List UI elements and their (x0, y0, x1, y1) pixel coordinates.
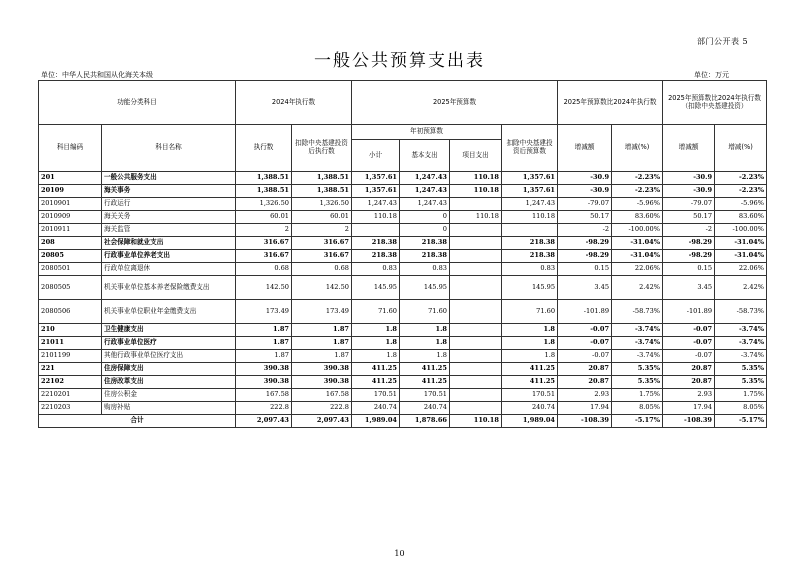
cell-diff2: 20.87 (663, 376, 715, 389)
cell-pct: -3.74% (612, 350, 663, 363)
table-row (39, 376, 767, 389)
cell-exec-ex: 1,388.51 (292, 185, 352, 198)
cell-exec: 142.50 (236, 276, 292, 300)
cell-diff: -0.07 (558, 337, 612, 350)
cell-exec-ex: 390.38 (292, 376, 352, 389)
cell-diff2: 3.45 (663, 276, 715, 300)
cell-diff2: 0.15 (663, 263, 715, 276)
header-pct2: 增减(%) (715, 125, 767, 172)
cell-code: 20109 (39, 185, 102, 198)
cell-code: 2080501 (39, 263, 102, 276)
cell-pct2: 5.35% (715, 363, 767, 376)
cell-exec: 316.67 (236, 237, 292, 250)
cell-pct: -5.96% (612, 198, 663, 211)
header-pct: 增减(%) (612, 125, 663, 172)
unit-right: 单位：万元 (694, 71, 729, 79)
cell-name: 住房公积金 (102, 389, 236, 402)
cell-basic: 411.25 (400, 363, 450, 376)
cell-diff: -2 (558, 224, 612, 237)
cell-pct2: 5.35% (715, 376, 767, 389)
cell-pct: 22.06% (612, 263, 663, 276)
header-name: 科目名称 (102, 125, 236, 172)
cell-pct: -31.04% (612, 237, 663, 250)
cell-pct2: -2.23% (715, 185, 767, 198)
header-project: 项目支出 (450, 140, 502, 172)
cell-basic: 0 (400, 224, 450, 237)
cell-code: 20805 (39, 250, 102, 263)
cell-subtotal: 1.8 (352, 337, 400, 350)
cell-basic: 218.38 (400, 237, 450, 250)
cell-project (450, 224, 502, 237)
cell-project (450, 350, 502, 363)
cell-name: 社会保障和就业支出 (102, 237, 236, 250)
cell-name: 机关事业单位基本养老保险缴费支出 (102, 276, 236, 300)
cell-name: 住房保障支出 (102, 363, 236, 376)
table-row (39, 337, 767, 350)
cell-code: 2080505 (39, 276, 102, 300)
cell-diff2: -0.07 (663, 337, 715, 350)
cell-diff2: -0.07 (663, 350, 715, 363)
cell-budget-ex: 1,357.61 (502, 185, 558, 198)
cell-code: 22102 (39, 376, 102, 389)
header-cmp-ex: 2025年预算数比2024年执行数（扣除中央基建投资） (663, 81, 767, 125)
cell-subtotal: 1.8 (352, 324, 400, 337)
cell-exec: 1,388.51 (236, 172, 292, 185)
cell-diff: -0.07 (558, 324, 612, 337)
table-row (39, 402, 767, 415)
cell-code: 2080506 (39, 300, 102, 324)
cell-exec-ex: 0.68 (292, 263, 352, 276)
cell-budget-ex: 170.51 (502, 389, 558, 402)
cell-pct2: -31.04% (715, 237, 767, 250)
cell-basic: 218.38 (400, 250, 450, 263)
cell-diff2: -101.89 (663, 300, 715, 324)
cell-code: 2101199 (39, 350, 102, 363)
cell-pct2: 2.42% (715, 276, 767, 300)
cell-budget-ex: 218.38 (502, 250, 558, 263)
cell-subtotal: 145.95 (352, 276, 400, 300)
cell-project: 110.18 (450, 185, 502, 198)
cell-name: 行政事业单位医疗 (102, 337, 236, 350)
cell-diff2: -0.07 (663, 324, 715, 337)
cell-diff: 0.15 (558, 263, 612, 276)
total-basic: 1,878.66 (400, 415, 450, 428)
cell-project (450, 237, 502, 250)
cell-code: 2010911 (39, 224, 102, 237)
cell-code: 2010901 (39, 198, 102, 211)
cell-project (450, 402, 502, 415)
total-exec-ex: 2,097.43 (292, 415, 352, 428)
cell-project (450, 198, 502, 211)
table-row (39, 300, 767, 324)
cell-name: 行政运行 (102, 198, 236, 211)
cell-basic: 71.60 (400, 300, 450, 324)
header-code: 科目编码 (39, 125, 102, 172)
cell-subtotal: 411.25 (352, 376, 400, 389)
cell-diff: 3.45 (558, 276, 612, 300)
cell-diff: -98.29 (558, 250, 612, 263)
cell-subtotal: 0.83 (352, 263, 400, 276)
cell-diff: 50.17 (558, 211, 612, 224)
cell-budget-ex: 110.18 (502, 211, 558, 224)
cell-exec-ex: 167.58 (292, 389, 352, 402)
table-row (39, 276, 767, 300)
table-row (39, 263, 767, 276)
cell-exec: 1.87 (236, 350, 292, 363)
cell-diff: -30.9 (558, 185, 612, 198)
cell-subtotal: 240.74 (352, 402, 400, 415)
cell-exec-ex: 1.87 (292, 337, 352, 350)
cell-name: 海关监管 (102, 224, 236, 237)
cell-exec-ex: 1,326.50 (292, 198, 352, 211)
header-budget-2025: 2025年预算数 (352, 81, 558, 125)
cell-project (450, 250, 502, 263)
total-pct2: -5.17% (715, 415, 767, 428)
cell-project (450, 324, 502, 337)
cell-diff2: 2.93 (663, 389, 715, 402)
cell-pct: -2.23% (612, 172, 663, 185)
cell-project (450, 276, 502, 300)
total-label: 合计 (39, 415, 236, 428)
cell-name: 机关事业单位职业年金缴费支出 (102, 300, 236, 324)
cell-exec-ex: 316.67 (292, 237, 352, 250)
total-diff: -108.39 (558, 415, 612, 428)
cell-basic: 145.95 (400, 276, 450, 300)
cell-pct2: 22.06% (715, 263, 767, 276)
cell-pct2: 8.05% (715, 402, 767, 415)
cell-exec: 1.87 (236, 324, 292, 337)
cell-basic: 1,247.43 (400, 185, 450, 198)
cell-diff2: -79.07 (663, 198, 715, 211)
cell-pct2: -3.74% (715, 324, 767, 337)
cell-exec: 0.68 (236, 263, 292, 276)
cell-budget-ex: 1,357.61 (502, 172, 558, 185)
cell-name: 海关关务 (102, 211, 236, 224)
cell-exec: 173.49 (236, 300, 292, 324)
header-diff2: 增减额 (663, 125, 715, 172)
cell-budget-ex: 240.74 (502, 402, 558, 415)
header-exec: 执行数 (236, 125, 292, 172)
cell-diff: -98.29 (558, 237, 612, 250)
cell-basic: 0.83 (400, 263, 450, 276)
cell-budget-ex: 411.25 (502, 363, 558, 376)
cell-pct2: -2.23% (715, 172, 767, 185)
table-row (39, 185, 767, 198)
cell-subtotal: 170.51 (352, 389, 400, 402)
cell-name: 海关事务 (102, 185, 236, 198)
cell-basic: 411.25 (400, 376, 450, 389)
cell-exec: 60.01 (236, 211, 292, 224)
cell-diff2: -98.29 (663, 237, 715, 250)
cell-project (450, 363, 502, 376)
cell-project: 110.18 (450, 211, 502, 224)
cell-code: 221 (39, 363, 102, 376)
cell-project (450, 376, 502, 389)
cell-exec: 316.67 (236, 250, 292, 263)
cell-basic: 1.8 (400, 350, 450, 363)
cell-exec: 167.58 (236, 389, 292, 402)
cell-basic: 0 (400, 211, 450, 224)
cell-diff2: 17.94 (663, 402, 715, 415)
cell-diff: 17.94 (558, 402, 612, 415)
header-annual-budget: 年初预算数 (352, 125, 502, 140)
cell-pct: -31.04% (612, 250, 663, 263)
cell-diff: -30.9 (558, 172, 612, 185)
cell-diff: 20.87 (558, 363, 612, 376)
cell-exec-ex: 1.87 (292, 324, 352, 337)
cell-diff2: 50.17 (663, 211, 715, 224)
cell-diff2: -2 (663, 224, 715, 237)
cell-exec: 222.8 (236, 402, 292, 415)
cell-exec: 2 (236, 224, 292, 237)
table-row (39, 324, 767, 337)
cell-pct: 5.35% (612, 363, 663, 376)
cell-diff: 20.87 (558, 376, 612, 389)
table-row (39, 250, 767, 263)
cell-exec-ex: 142.50 (292, 276, 352, 300)
cell-exec-ex: 60.01 (292, 211, 352, 224)
cell-pct: -3.74% (612, 324, 663, 337)
cell-name: 购房补贴 (102, 402, 236, 415)
cell-pct2: -31.04% (715, 250, 767, 263)
budget-table (38, 80, 767, 428)
cell-name: 行政事业单位养老支出 (102, 250, 236, 263)
total-exec: 2,097.43 (236, 415, 292, 428)
table-row (39, 237, 767, 250)
header-subtotal: 小计 (352, 140, 400, 172)
cell-exec-ex: 390.38 (292, 363, 352, 376)
cell-budget-ex: 1,247.43 (502, 198, 558, 211)
cell-diff: -79.07 (558, 198, 612, 211)
cell-exec: 390.38 (236, 376, 292, 389)
cell-pct: -58.73% (612, 300, 663, 324)
cell-exec-ex: 222.8 (292, 402, 352, 415)
table-row (39, 224, 767, 237)
cell-basic: 1.8 (400, 337, 450, 350)
page-corner-label: 部门公开表 5 (697, 37, 749, 46)
cell-exec: 1,326.50 (236, 198, 292, 211)
cell-subtotal: 411.25 (352, 363, 400, 376)
cell-diff2: -30.9 (663, 172, 715, 185)
cell-pct: -100.00% (612, 224, 663, 237)
cell-subtotal: 71.60 (352, 300, 400, 324)
cell-project (450, 337, 502, 350)
cell-name: 行政单位离退休 (102, 263, 236, 276)
cell-pct2: 83.60% (715, 211, 767, 224)
table-row (39, 350, 767, 363)
cell-basic: 1,247.43 (400, 172, 450, 185)
page-number: 10 (394, 549, 405, 558)
cell-subtotal: 110.18 (352, 211, 400, 224)
header-exec-2024: 2024年执行数 (236, 81, 352, 125)
header-exec-ex: 扣除中央基建投资后执行数 (292, 125, 352, 172)
cell-subtotal: 218.38 (352, 250, 400, 263)
cell-exec-ex: 1.87 (292, 350, 352, 363)
cell-diff: -0.07 (558, 350, 612, 363)
cell-basic: 1,247.43 (400, 198, 450, 211)
cell-pct: 1.75% (612, 389, 663, 402)
cell-pct2: -5.96% (715, 198, 767, 211)
cell-pct2: -58.73% (715, 300, 767, 324)
cell-diff2: -98.29 (663, 250, 715, 263)
cell-code: 208 (39, 237, 102, 250)
cell-name: 其他行政事业单位医疗支出 (102, 350, 236, 363)
cell-budget-ex: 218.38 (502, 237, 558, 250)
cell-code: 2010909 (39, 211, 102, 224)
cell-exec-ex: 316.67 (292, 250, 352, 263)
table-row (39, 172, 767, 185)
total-budget-ex: 1,989.04 (502, 415, 558, 428)
cell-pct: 2.42% (612, 276, 663, 300)
cell-exec-ex: 2 (292, 224, 352, 237)
cell-name: 卫生健康支出 (102, 324, 236, 337)
table-row (39, 363, 767, 376)
cell-code: 2210201 (39, 389, 102, 402)
cell-budget-ex: 0.83 (502, 263, 558, 276)
cell-subtotal: 218.38 (352, 237, 400, 250)
header-basic: 基本支出 (400, 140, 450, 172)
cell-project (450, 389, 502, 402)
cell-budget-ex: 71.60 (502, 300, 558, 324)
cell-project (450, 300, 502, 324)
table-row (39, 198, 767, 211)
page-title: 一般公共预算支出表 (314, 51, 485, 71)
table-row (39, 211, 767, 224)
cell-exec-ex: 1,388.51 (292, 172, 352, 185)
cell-basic: 240.74 (400, 402, 450, 415)
total-pct: -5.17% (612, 415, 663, 428)
cell-budget-ex: 411.25 (502, 376, 558, 389)
cell-code: 21011 (39, 337, 102, 350)
cell-budget-ex: 1.8 (502, 324, 558, 337)
total-project: 110.18 (450, 415, 502, 428)
cell-diff: -101.89 (558, 300, 612, 324)
header-budget-ex: 扣除中央基建投资后预算数 (502, 125, 558, 172)
cell-budget-ex: 1.8 (502, 350, 558, 363)
header-diff: 增减额 (558, 125, 612, 172)
total-subtotal: 1,989.04 (352, 415, 400, 428)
total-row (39, 415, 767, 428)
cell-budget-ex: 1.8 (502, 337, 558, 350)
header-function-category: 功能分类科目 (39, 81, 236, 125)
cell-pct: -3.74% (612, 337, 663, 350)
cell-code: 2210203 (39, 402, 102, 415)
cell-pct2: 1.75% (715, 389, 767, 402)
cell-project: 110.18 (450, 172, 502, 185)
cell-subtotal: 1,357.61 (352, 172, 400, 185)
cell-diff2: -30.9 (663, 185, 715, 198)
cell-pct2: -3.74% (715, 350, 767, 363)
cell-subtotal: 1,247.43 (352, 198, 400, 211)
cell-exec: 390.38 (236, 363, 292, 376)
cell-subtotal: 1,357.61 (352, 185, 400, 198)
cell-subtotal (352, 224, 400, 237)
cell-pct: 83.60% (612, 211, 663, 224)
unit-left: 单位：中华人民共和国从化海关本级 (41, 71, 153, 79)
cell-name: 住房改革支出 (102, 376, 236, 389)
cell-pct: 5.35% (612, 376, 663, 389)
cell-subtotal: 1.8 (352, 350, 400, 363)
cell-diff: 2.93 (558, 389, 612, 402)
table-row (39, 389, 767, 402)
cell-diff2: 20.87 (663, 363, 715, 376)
cell-exec: 1.87 (236, 337, 292, 350)
cell-budget-ex (502, 224, 558, 237)
cell-budget-ex: 145.95 (502, 276, 558, 300)
cell-exec-ex: 173.49 (292, 300, 352, 324)
cell-code: 201 (39, 172, 102, 185)
cell-name: 一般公共服务支出 (102, 172, 236, 185)
total-diff2: -108.39 (663, 415, 715, 428)
cell-code: 210 (39, 324, 102, 337)
cell-project (450, 263, 502, 276)
cell-basic: 170.51 (400, 389, 450, 402)
cell-pct2: -100.00% (715, 224, 767, 237)
cell-pct: -2.23% (612, 185, 663, 198)
cell-pct2: -3.74% (715, 337, 767, 350)
header-cmp: 2025年预算数比2024年执行数 (558, 81, 663, 125)
cell-basic: 1.8 (400, 324, 450, 337)
cell-exec: 1,388.51 (236, 185, 292, 198)
cell-pct: 8.05% (612, 402, 663, 415)
